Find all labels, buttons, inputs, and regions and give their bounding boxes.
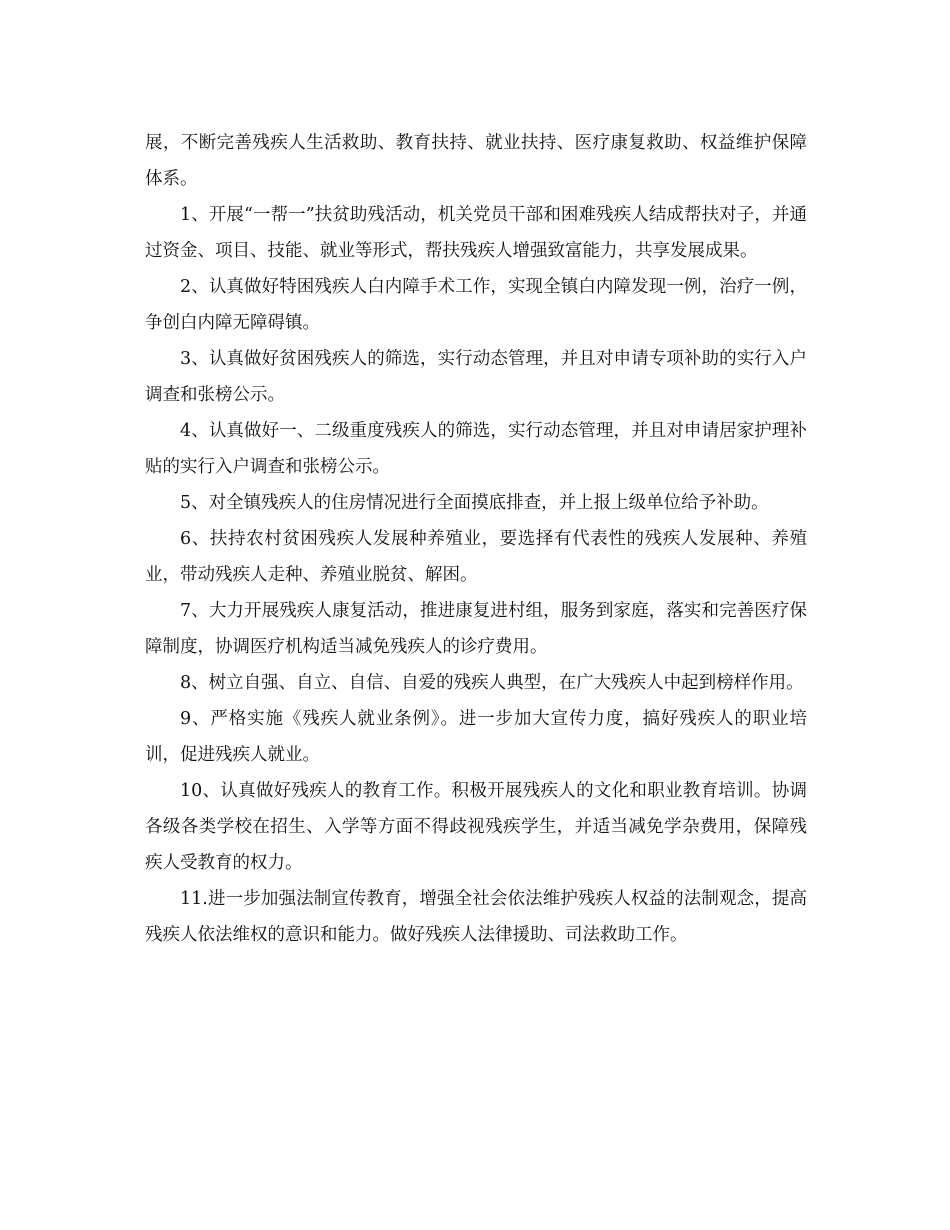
paragraph-item-6: 6、扶持农村贫困残疾人发展种养殖业，要选择有代表性的残疾人发展种、养殖业，带动残疾人走种、养殖业脱贫、解困。 <box>145 529 807 585</box>
paragraph-item-4: 4、认真做好一、二级重度残疾人的筛选，实行动态管理，并且对申请居家护理补贴的实行入户调查和张榜公示。 <box>145 421 807 477</box>
document-body <box>145 125 807 953</box>
paragraph-item-11: 11.进一步加强法制宣传教育，增强全社会依法维护残疾人权益的法制观念，提高残疾人依法维权的意识和能力。做好残疾人法律援助、司法救助工作。 <box>145 889 807 945</box>
paragraph-item-2: 2、认真做好特困残疾人白内障手术工作，实现全镇白内障发现一例，治疗一例，争创白内障无障碍镇。 <box>145 277 807 333</box>
paragraph-item-1: 1、开展“一帮一”扶贫助残活动，机关党员干部和困难残疾人结成帮扶对子，并通过资金、项目、技能、就业等形式，帮扶残疾人增强致富能力，共享发展成果。 <box>145 205 807 261</box>
paragraph-item-10: 10、认真做好残疾人的教育工作。积极开展残疾人的文化和职业教育培训。协调各级各类学校在招生、入学等方面不得歧视残疾学生，并适当减免学杂费用，保障残疾人受教育的权力。 <box>145 781 807 873</box>
paragraph-item-5: 5、对全镇残疾人的住房情况进行全面摸底排查，并上报上级单位给予补助。 <box>180 493 769 513</box>
paragraph-item-7: 7、大力开展残疾人康复活动，推进康复进村组，服务到家庭，落实和完善医疗保障制度，协调医疗机构适当减免残疾人的诊疗费用。 <box>145 601 807 657</box>
paragraph-item-3: 3、认真做好贫困残疾人的筛选，实行动态管理，并且对申请专项补助的实行入户调查和张榜公示。 <box>145 349 807 405</box>
paragraph-item-8: 8、树立自强、自立、自信、自爱的残疾人典型，在广大残疾人中起到榜样作用。 <box>180 673 804 693</box>
paragraph-item-9: 9、严格实施《残疾人就业条例》。进一步加大宣传力度，搞好残疾人的职业培训，促进残疾人就业。 <box>145 709 807 765</box>
paragraph-continuation: 展，不断完善残疾人生活救助、教育扶持、就业扶持、医疗康复救助、权益维护保障体系。 <box>145 133 807 189</box>
